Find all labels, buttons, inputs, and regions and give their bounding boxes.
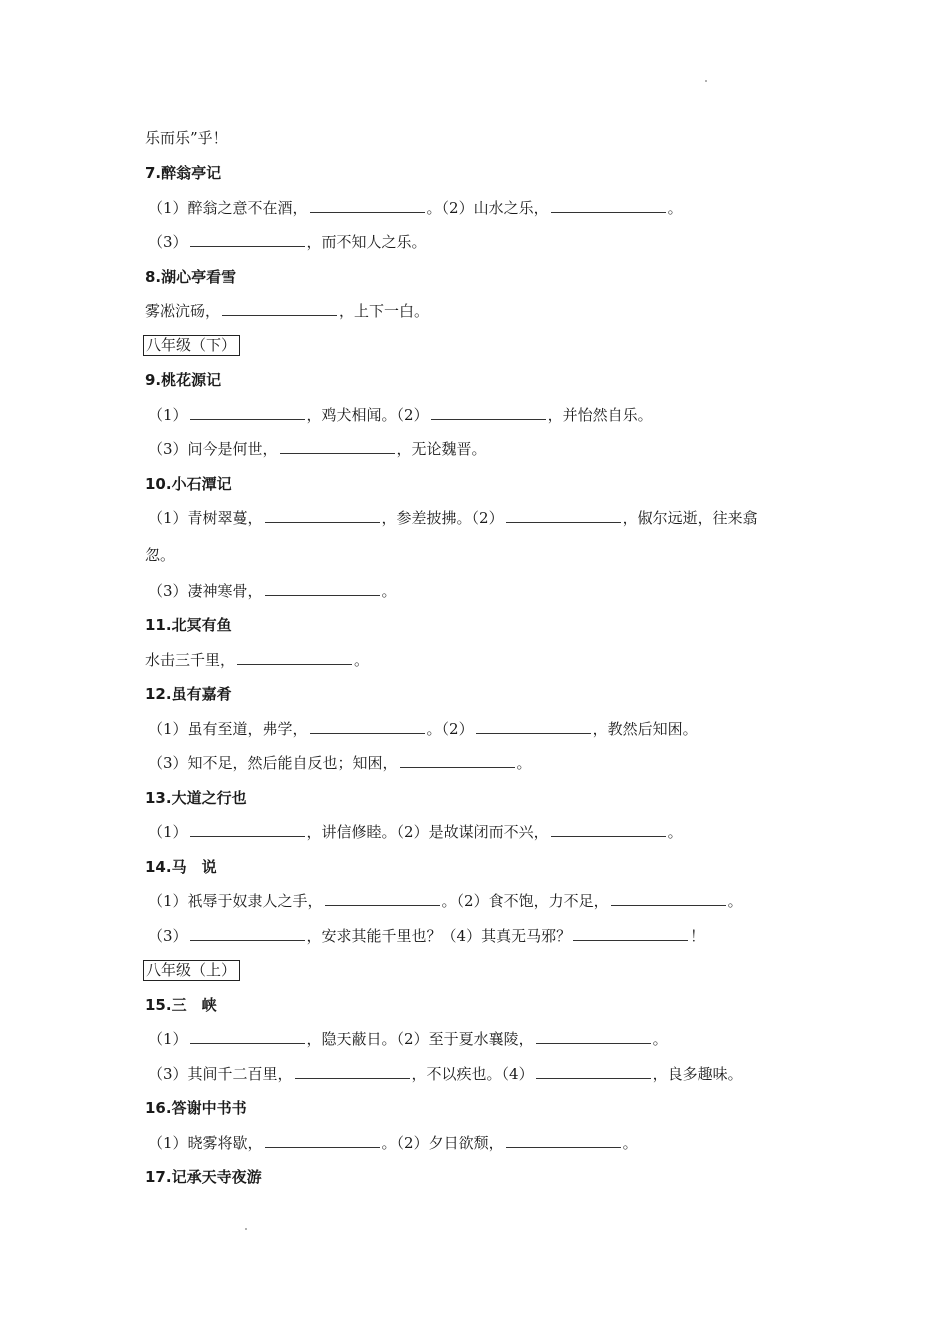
answer-blank[interactable] [265, 581, 380, 596]
section-title-17: 17.记承天寺夜游 [145, 1168, 262, 1186]
question-line: （3）凄神寒骨， 。 [148, 582, 397, 600]
answer-blank[interactable] [431, 405, 546, 420]
question-line: （3）问今是何世， ，无论魏晋。 [148, 440, 487, 458]
question-line: （1）青树翠蔓， ，参差披拂。（2） ，俶尔远逝，往来翕 [148, 509, 758, 527]
answer-blank[interactable] [551, 822, 666, 837]
answer-blank[interactable] [190, 232, 305, 247]
question-line: （1）晓雾将歇， 。（2）夕日欲颓， 。 [148, 1134, 638, 1152]
question-line: 雾凇沆砀， ，上下一白。 [145, 302, 430, 320]
answer-blank[interactable] [611, 891, 726, 906]
question-line: （1） ，隐天蔽日。（2）至于夏水襄陵， 。 [148, 1030, 668, 1048]
answer-blank[interactable] [190, 1029, 305, 1044]
section-title-8: 8.湖心亭看雪 [145, 268, 237, 286]
answer-blank[interactable] [265, 508, 380, 523]
question-line: 水击三千里， 。 [145, 651, 370, 669]
answer-blank[interactable] [551, 198, 666, 213]
answer-blank[interactable] [190, 405, 305, 420]
question-line: （1）醉翁之意不在酒， 。（2）山水之乐， 。 [148, 199, 683, 217]
question-line: （3）其间千二百里， ，不以疾也。（4） ，良多趣味。 [148, 1065, 743, 1083]
answer-blank[interactable] [400, 753, 515, 768]
scan-speck [245, 1228, 247, 1230]
answer-blank[interactable] [265, 1133, 380, 1148]
answer-blank[interactable] [536, 1029, 651, 1044]
section-title-15: 15.三 峡 [145, 996, 217, 1014]
question-line: （1） ，讲信修睦。（2）是故谋闭而不兴， 。 [148, 823, 683, 841]
question-line: （3） ，安求其能千里也？（4）其真无马邪？ ！ [148, 927, 706, 945]
section-title-10: 10.小石潭记 [145, 475, 232, 493]
answer-blank[interactable] [325, 891, 440, 906]
continued-line: 乐而乐”乎！ [145, 129, 228, 147]
section-title-16: 16.答谢中书书 [145, 1099, 247, 1117]
answer-blank[interactable] [280, 439, 395, 454]
answer-blank[interactable] [506, 1133, 621, 1148]
question-line-wrap: 忽。 [145, 546, 176, 564]
section-title-14: 14.马 说 [145, 858, 217, 876]
answer-blank[interactable] [536, 1064, 651, 1079]
answer-blank[interactable] [310, 719, 425, 734]
answer-blank[interactable] [222, 301, 337, 316]
section-title-11: 11.北冥有鱼 [145, 616, 232, 634]
section-title-7: 7.醉翁亭记 [145, 164, 222, 182]
question-line: （1）祇辱于奴隶人之手， 。（2）食不饱，力不足， 。 [148, 892, 743, 910]
section-title-9: 9.桃花源记 [145, 371, 222, 389]
grade-label-8a: 八年级（上） [143, 960, 240, 981]
answer-blank[interactable] [190, 822, 305, 837]
answer-blank[interactable] [573, 926, 688, 941]
grade-label-8b: 八年级（下） [143, 335, 240, 356]
answer-blank[interactable] [506, 508, 621, 523]
question-line: （1）虽有至道，弗学， 。（2） ，教然后知困。 [148, 720, 698, 738]
question-line: （3）知不足，然后能自反也；知困， 。 [148, 754, 532, 772]
answer-blank[interactable] [310, 198, 425, 213]
section-title-13: 13.大道之行也 [145, 789, 247, 807]
answer-blank[interactable] [237, 650, 352, 665]
scan-speck [705, 80, 707, 82]
question-line: （3） ，而不知人之乐。 [148, 233, 427, 251]
answer-blank[interactable] [295, 1064, 410, 1079]
question-line: （1） ，鸡犬相闻。（2） ，并怡然自乐。 [148, 406, 653, 424]
answer-blank[interactable] [476, 719, 591, 734]
section-title-12: 12.虽有嘉肴 [145, 685, 232, 703]
answer-blank[interactable] [190, 926, 305, 941]
